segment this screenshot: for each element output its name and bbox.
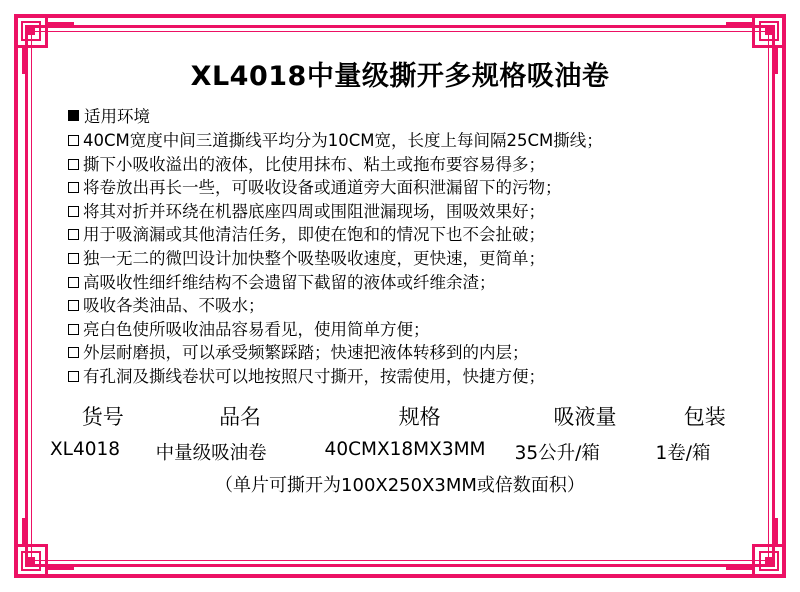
- corner-ornament-top-right: [752, 14, 786, 48]
- checkbox-icon: [68, 324, 79, 335]
- list-item: [68, 271, 754, 295]
- list-item-label: 外层耐磨损，可以承受频繁踩踏；快速把液体转移到的内层；: [83, 343, 529, 363]
- list-item: [68, 294, 754, 318]
- checkbox-icon: [68, 347, 79, 358]
- column-header-code: 货号: [81, 404, 124, 429]
- cell-packaging: 1卷/箱: [655, 442, 711, 464]
- corner-ornament-top-left: [14, 14, 48, 48]
- checkbox-icon: [68, 135, 79, 146]
- checkbox-icon: [68, 229, 79, 240]
- list-item-label: 吸收各类油品、不吸水；: [83, 296, 265, 316]
- table-header-row: [46, 401, 754, 431]
- list-item: [68, 365, 754, 389]
- list-item-label: 用于吸滴漏或其他清洁任务，即使在饱和的情况下也不会扯破；: [83, 225, 545, 245]
- frame-accent-bar: [774, 518, 778, 544]
- list-item-label: 将卷放出再长一些，可吸收设备或通道旁大面积泄漏留下的污物；: [83, 178, 562, 198]
- document-content: [46, 40, 754, 552]
- list-item: [68, 200, 754, 224]
- frame-accent-bar: [48, 566, 74, 570]
- frame-accent-bar: [22, 48, 26, 74]
- column-header-absorption: 吸液量: [553, 404, 617, 429]
- frame-accent-bar: [22, 518, 26, 544]
- corner-ornament-bottom-left: [14, 544, 48, 578]
- list-item-label: 40CM宽度中间三道撕线平均分为10CM宽，长度上每间隔25CM撕线；: [83, 131, 603, 150]
- column-header-product-name: 品名: [219, 404, 262, 429]
- page-title: XL4018中量级撕开多规格吸油卷: [190, 61, 610, 92]
- column-header-packaging: 包装: [683, 404, 726, 429]
- checkbox-icon: [68, 182, 79, 193]
- list-item: [68, 129, 754, 153]
- list-item: [68, 318, 754, 342]
- column-header-specification: 规格: [398, 404, 441, 429]
- list-item: [68, 223, 754, 247]
- section-heading-label: 适用环境: [84, 107, 150, 126]
- checkbox-icon: [68, 371, 79, 382]
- cell-absorption: 35公升/箱: [514, 442, 600, 464]
- list-item: [68, 341, 754, 365]
- filled-square-icon: [68, 110, 79, 121]
- cell-code: XL4018: [50, 438, 121, 460]
- frame-accent-bar: [48, 22, 74, 26]
- table-row: [46, 439, 754, 465]
- list-item-label: 独一无二的微凹设计加快整个吸垫吸收速度，更快速，更简单；: [83, 248, 545, 268]
- cell-specification: 40CMX18MX3MM: [324, 438, 486, 460]
- list-item-label: 撕下小吸收溢出的液体，比使用抹布、粘土或拖布要容易得多；: [83, 154, 545, 174]
- feature-list: [46, 129, 754, 389]
- list-item-label: 有孔洞及撕线卷状可以地按照尺寸撕开，按需使用，快捷方便；: [83, 366, 545, 386]
- spec-table-note: （单片可撕开为100X250X3MM或倍数面积）: [215, 474, 585, 496]
- frame-accent-bar: [726, 22, 752, 26]
- list-item-label: 亮白色使所吸收油品容易看见，使用简单方便；: [83, 319, 430, 339]
- list-item: [68, 176, 754, 200]
- checkbox-icon: [68, 253, 79, 264]
- checkbox-icon: [68, 206, 79, 217]
- checkbox-icon: [68, 277, 79, 288]
- section-heading-applicable-environment: [68, 103, 754, 127]
- frame-accent-bar: [774, 48, 778, 74]
- list-item-label: 高吸收性细纤维结构不会遗留下截留的液体或纤维余渣；: [83, 272, 496, 292]
- checkbox-icon: [68, 300, 79, 311]
- frame-accent-bar: [726, 566, 752, 570]
- spec-table: [46, 401, 754, 497]
- corner-ornament-bottom-right: [752, 544, 786, 578]
- list-item: [68, 153, 754, 177]
- checkbox-icon: [68, 159, 79, 170]
- list-item: [68, 247, 754, 271]
- list-item-label: 将其对折并环绕在机器底座四周或围阻泄漏现场，围吸效果好；: [83, 201, 545, 221]
- cell-product-name: 中量级吸油卷: [155, 442, 267, 464]
